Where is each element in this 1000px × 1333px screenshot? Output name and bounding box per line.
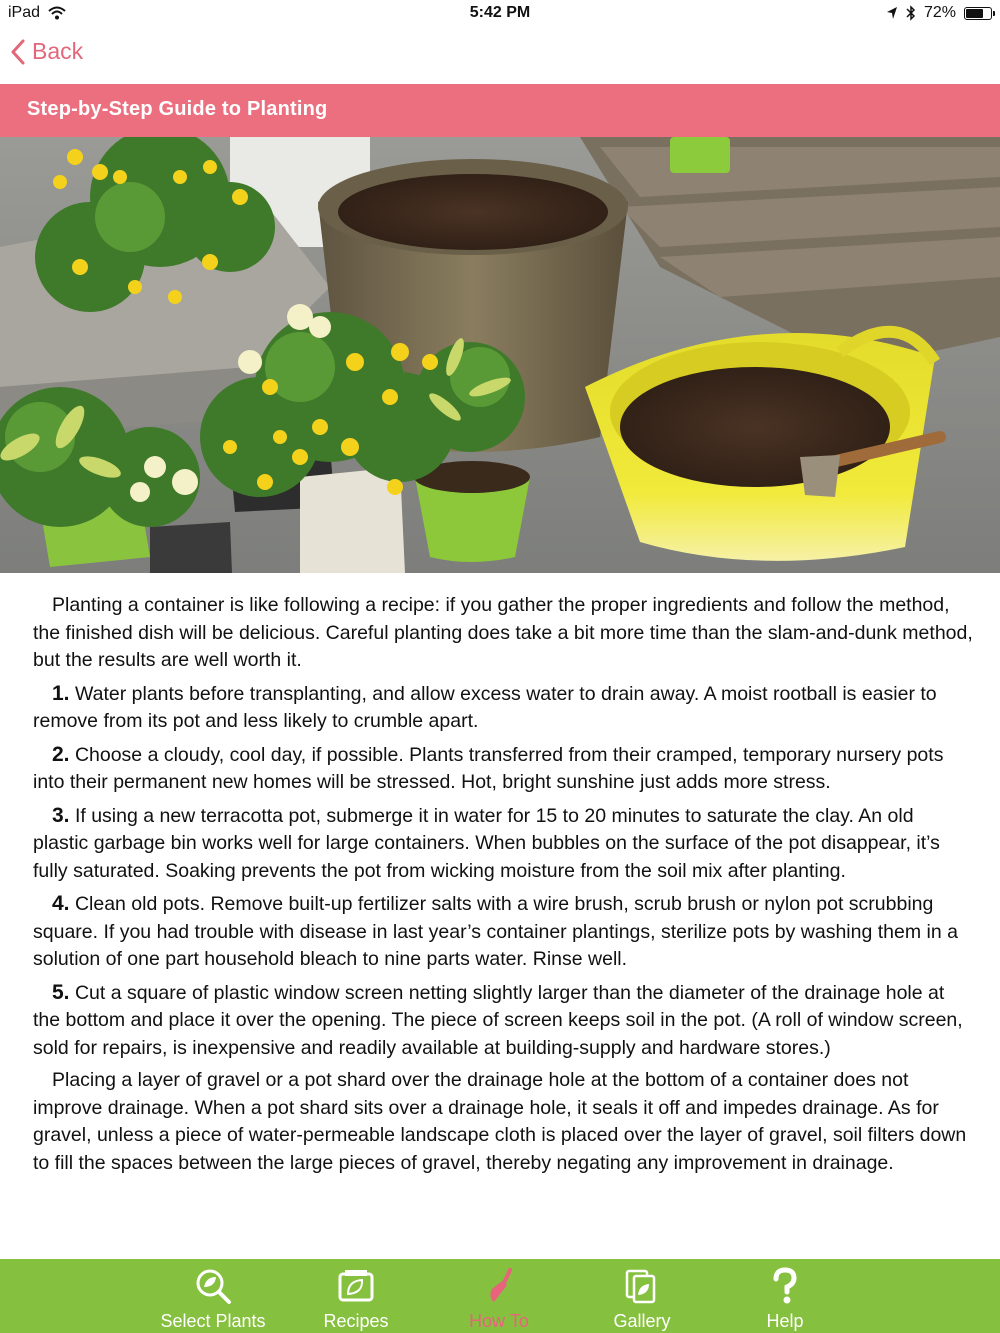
step-text: Choose a cloudy, cool day, if possible. Plants transferred from their cramped, temporary nursery pots into their permanent new homes will be stressed. Hot, bright sunshine just adds more stress. — [33, 743, 944, 793]
battery-level — [966, 9, 983, 18]
tab-label: How To — [469, 1311, 529, 1331]
tab-gallery[interactable] — [572, 1259, 712, 1333]
hero-photo — [0, 137, 1000, 573]
step-1 — [33, 680, 973, 736]
tab-help[interactable] — [715, 1259, 855, 1333]
planting-scene-illustration — [0, 137, 1000, 573]
tab-bar — [0, 1259, 1000, 1333]
back-label: Back — [32, 38, 84, 64]
chevron-left-icon — [10, 39, 26, 65]
battery-percent: 72% — [923, 4, 956, 21]
tab-recipes[interactable] — [286, 1259, 426, 1333]
step-number: 1. — [52, 681, 70, 705]
step-text: Cut a square of plastic window screen netting slightly larger than the diameter of the drainage hole at the bottom and place it over the opening. The piece of screen keeps soil in the pot. (A roll of window screen, sold for repairs, is inexpensive and readily available at building-supply and hardware stores.) — [33, 981, 963, 1059]
article-body — [33, 592, 973, 1258]
tab-label: Select Plants — [160, 1311, 266, 1331]
tab-select-plants[interactable] — [143, 1259, 283, 1333]
bluetooth-icon — [906, 5, 916, 21]
back-button[interactable] — [10, 38, 83, 65]
step-text: If using a new terracotta pot, submerge it in water for 15 to 20 minutes to saturate the clay. An old plastic garbage bin works well for large containers. When bubbles on the surface of the pot disappear, it’s fully saturated. Soaking prevents the pot from wicking moisture from the soil mix after planting. — [33, 804, 940, 882]
magnifier-leaf-icon — [194, 1267, 232, 1305]
tab-how-to[interactable] — [429, 1259, 569, 1333]
step-number: 4. — [52, 892, 70, 915]
step-text: Clean old pots. Remove built-up fertilizer salts with a wire brush, scrub brush or nylon pot scrubbing square. If you had trouble with disease in last year’s container plantings, sterilize pots by washing them in a solution of one part household bleach to nine parts water. Rinse well. — [33, 893, 958, 970]
photo-stack-icon — [623, 1267, 661, 1305]
question-mark-icon — [766, 1267, 804, 1305]
step-5 — [33, 979, 973, 1063]
step-4 — [33, 890, 973, 974]
step-number: 3. — [52, 803, 70, 827]
step-3 — [33, 802, 973, 886]
clock: 5:42 PM — [469, 4, 531, 21]
nav-bar — [0, 28, 1000, 84]
step-2 — [33, 741, 973, 797]
step-number: 2. — [52, 742, 70, 766]
page-title: Step-by-Step Guide to Planting — [27, 98, 328, 120]
intro-paragraph: Planting a container is like following a recipe: if you gather the proper ingredients and follow the method, the finished dish will be delicious. Careful planting does take a bit more time than the slam-and-dunk method, but the results are well worth it. — [33, 594, 973, 671]
step-number: 5. — [52, 980, 70, 1004]
tab-label: Gallery — [613, 1311, 671, 1331]
trowel-icon — [480, 1267, 518, 1305]
battery-icon — [964, 7, 992, 20]
status-bar — [0, 0, 1000, 28]
location-arrow-icon — [886, 6, 898, 20]
recipe-card-icon — [337, 1267, 375, 1305]
header-band — [0, 84, 1000, 137]
device-name: iPad — [8, 4, 41, 21]
tab-label: Help — [766, 1311, 804, 1331]
closing-paragraph: Placing a layer of gravel or a pot shard over the drainage hole at the bottom of a container does not improve drainage. When a pot shard sits over a drainage hole, it seals it off and impedes drainage. As for gravel, unless a piece of water-permeable landscape cloth is placed over the layer of gravel, soil filters down to fill the spaces between the large pieces of gravel, thereby negating any improvement in drainage. — [33, 1069, 967, 1174]
tab-label: Recipes — [323, 1311, 389, 1331]
step-text: Water plants before transplanting, and allow excess water to drain away. A moist rootball is easier to remove from its pot and less likely to crumble apart. — [33, 682, 937, 732]
